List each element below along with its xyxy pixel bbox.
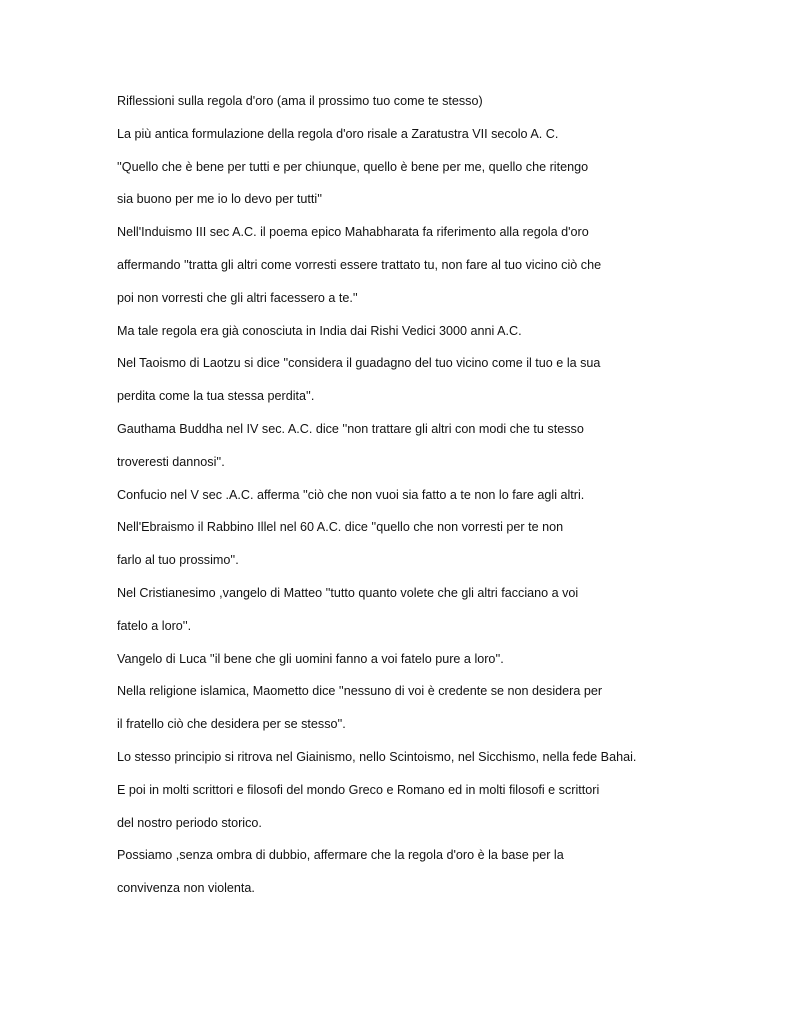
text-line: convivenza non violenta. [117,881,255,896]
text-line: Nel Taoismo di Laotzu si dice ''considera il guadagno del tuo vicino come il tuo e la sua [117,356,601,371]
text-line: ''Quello che è bene per tutti e per chiunque, quello è bene per me, quello che ritengo [117,159,589,174]
text-line: perdita come la tua stessa perdita''. [117,389,315,404]
document-body [117,90,777,910]
text-line: del nostro periodo storico. [117,815,262,830]
text-line: E poi in molti scrittori e filosofi del mondo Greco e Romano ed in molti filosofi e scrittori [117,782,600,797]
text-line: Nel Cristianesimo ,vangelo di Matteo ''tutto quanto volete che gli altri facciano a voi [117,585,579,600]
text-line: Nell'Induismo III sec A.C. il poema epico Mahabharata fa riferimento alla regola d'oro [117,225,589,240]
text-line: troveresti dannosi''. [117,454,225,469]
text-line: Lo stesso principio si ritrova nel Giainismo, nello Scintoismo, nel Sicchismo, nella fede Bahai. [117,749,637,764]
text-line: Ma tale regola era già conosciuta in India dai Rishi Vedici 3000 anni A.C. [117,323,522,338]
text-line: Confucio nel V sec .A.C. afferma ''ciò che non vuoi sia fatto a te non lo fare agli altri. [117,487,585,502]
text-line: affermando ''tratta gli altri come vorresti essere trattato tu, non fare al tuo vicino ciò che [117,257,602,272]
text-line: farlo al tuo prossimo''. [117,553,239,568]
document-title: Riflessioni sulla regola d'oro (ama il prossimo tuo come te stesso) [117,94,483,108]
text-line: sia buono per me io lo devo per tutti'' [117,192,323,207]
text-line: Gauthama Buddha nel IV sec. A.C. dice ''non trattare gli altri con modi che tu stesso [117,421,584,436]
text-line: Nell'Ebraismo il Rabbino Illel nel 60 A.C. dice ''quello che non vorresti per te non [117,520,564,535]
text-line: il fratello ciò che desidera per se stesso''. [117,717,346,732]
text-line: La più antica formulazione della regola d'oro risale a Zaratustra VII secolo A. C. [117,126,559,141]
text-line: Vangelo di Luca ''il bene che gli uomini fanno a voi fatelo pure a loro''. [117,651,504,666]
text-line: Possiamo ,senza ombra di dubbio, affermare che la regola d'oro è la base per la [117,848,564,863]
text-line: poi non vorresti che gli altri facessero a te.'' [117,290,358,305]
text-line: fatelo a loro''. [117,618,192,633]
text-line: Nella religione islamica, Maometto dice ''nessuno di voi è credente se non desidera per [117,684,603,699]
